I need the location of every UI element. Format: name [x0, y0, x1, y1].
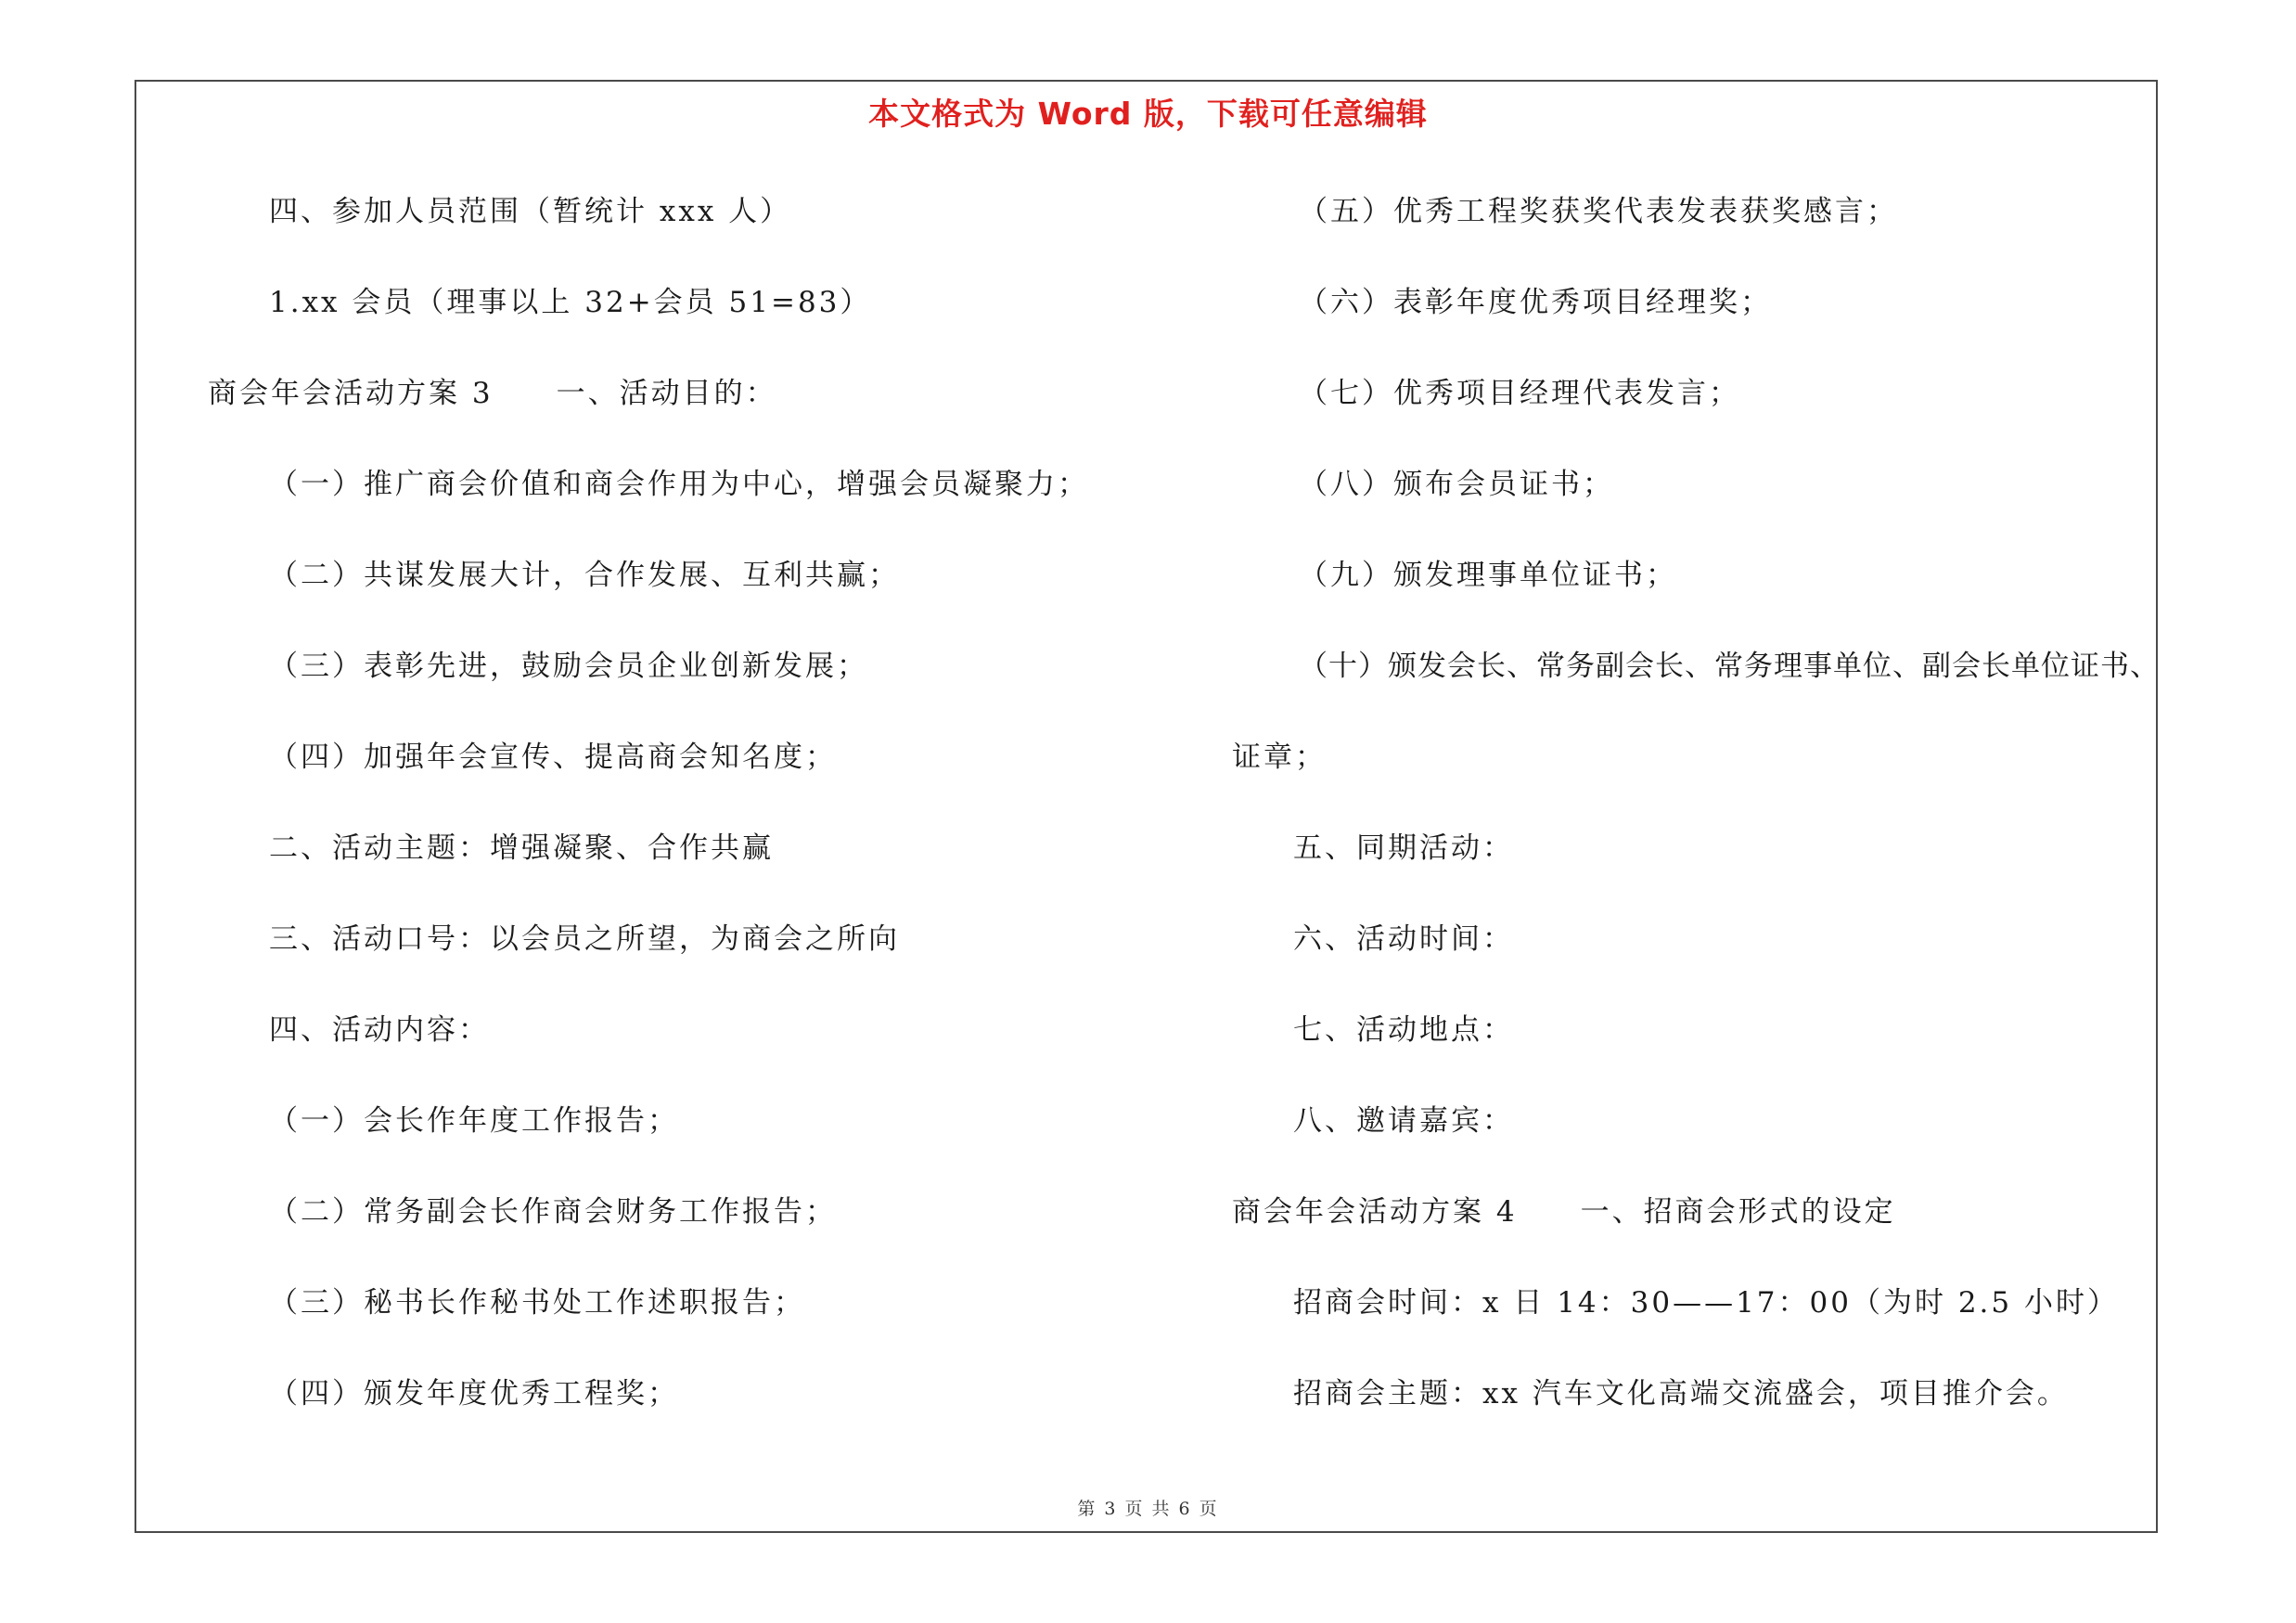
text-line: 招商会时间：x 日 14：30——17：00（为时 2.5 小时） [1293, 1286, 2119, 1320]
section-heading: 商会年会活动方案 3 一、活动目的： [208, 377, 777, 410]
text-line: 七、活动地点： [1293, 1013, 1514, 1047]
text-line: （六）表彰年度优秀项目经理奖； [1299, 286, 1772, 319]
section-heading: 商会年会活动方案 4 一、招商会形式的设定 [1232, 1195, 1896, 1229]
text-line: 三、活动口号：以会员之所望，为商会之所向 [269, 922, 900, 956]
text-line: （一）推广商会价值和商会作用为中心，增强会员凝聚力； [269, 468, 1089, 501]
text-line: （二）常务副会长作商会财务工作报告； [269, 1195, 837, 1229]
text-line: （三）表彰先进，鼓励会员企业创新发展； [269, 650, 868, 683]
text-line: （七）优秀项目经理代表发言； [1299, 377, 1740, 410]
text-line: （九）颁发理事单位证书； [1299, 559, 1677, 592]
text-line: （三）秘书长作秘书处工作述职报告； [269, 1286, 805, 1320]
text-line: 五、同期活动： [1293, 831, 1514, 865]
text-line: （十）颁发会长、常务副会长、常务理事单位、副会长单位证书、 [1299, 650, 2160, 683]
text-line: （五）优秀工程奖获奖代表发表获奖感言； [1299, 195, 1898, 228]
text-line: （八）颁布会员证书； [1299, 468, 1614, 501]
text-line: （四）加强年会宣传、提高商会知名度； [269, 741, 837, 774]
text-line: 六、活动时间： [1293, 922, 1514, 956]
text-line: （一）会长作年度工作报告； [269, 1104, 679, 1138]
text-line: 四、参加人员范围（暂统计 xxx 人） [269, 195, 792, 228]
page-number-footer: 第 3 页 共 6 页 [1077, 1499, 1219, 1519]
text-line: 二、活动主题：增强凝聚、合作共赢 [269, 831, 774, 865]
text-line: 招商会主题：xx 汽车文化高端交流盛会，项目推介会。 [1293, 1377, 2069, 1410]
text-line: （二）共谋发展大计，合作发展、互利共赢； [269, 559, 900, 592]
word-format-banner: 本文格式为 Word 版，下载可任意编辑 [868, 96, 1428, 132]
text-line: 四、活动内容： [269, 1013, 490, 1047]
text-line: 八、邀请嘉宾： [1293, 1104, 1514, 1138]
text-line: 1.xx 会员（理事以上 32+会员 51=83） [269, 286, 872, 319]
text-line: （四）颁发年度优秀工程奖； [269, 1377, 679, 1410]
text-line: 证章； [1232, 741, 1327, 774]
